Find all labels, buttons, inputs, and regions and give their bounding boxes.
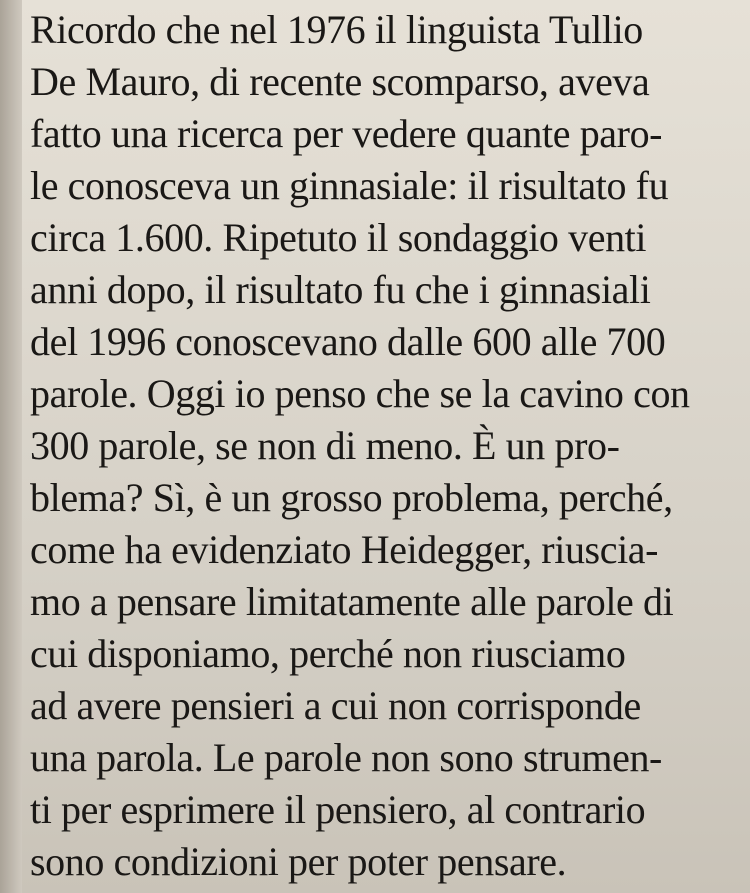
text-line-6: anni dopo, il risultato fu che i ginnasiali [30, 267, 651, 312]
article-column [30, 0, 720, 893]
text-line-2: De Mauro, di recente scomparso, aveva [30, 59, 650, 104]
text-line-5: circa 1.600. Ripetuto il sondaggio venti [30, 215, 647, 260]
text-line-8: parole. Oggi io penso che se la cavino con [30, 371, 690, 416]
text-line-1: Ricordo che nel 1976 il linguista Tullio [30, 7, 643, 52]
text-line-16: ti per esprimere il pensiero, al contrario [30, 787, 646, 832]
text-line-13: cui disponiamo, perché non riusciamo [30, 631, 626, 676]
text-line-17: sono condizioni per poter pensare. [30, 839, 567, 884]
text-line-3: fatto una ricerca per vedere quante paro- [30, 111, 663, 156]
page-margin [0, 0, 22, 893]
text-line-9: 300 parole, se non di meno. È un pro- [30, 423, 620, 468]
text-line-7: del 1996 conoscevano dalle 600 alle 700 [30, 319, 666, 364]
text-line-15: una parola. Le parole non sono strumen- [30, 735, 662, 780]
text-line-12: mo a pensare limitatamente alle parole di [30, 579, 674, 624]
text-line-10: blema? Sì, è un grosso problema, perché, [30, 475, 673, 520]
text-line-11: come ha evidenziato Heidegger, riuscia- [30, 527, 659, 572]
text-line-14: ad avere pensieri a cui non corrisponde [30, 683, 641, 728]
text-line-4: le conosceva un ginnasiale: il risultato fu [30, 163, 669, 208]
